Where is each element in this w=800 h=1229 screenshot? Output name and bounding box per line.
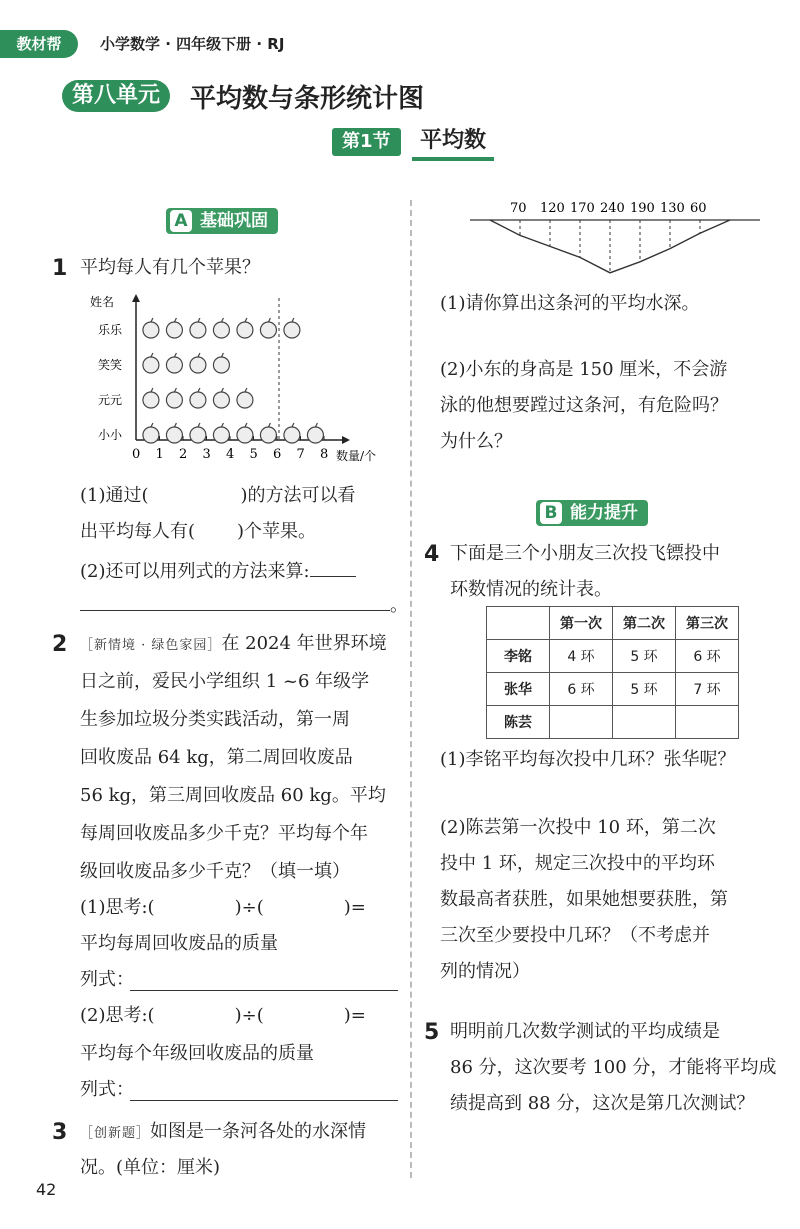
- q2-think1-a: (1)思考:(: [80, 897, 155, 918]
- apple-stem: [174, 423, 176, 427]
- x-tick-label: 1: [155, 447, 164, 462]
- table-header-cell: [487, 607, 550, 640]
- dart-score-table: [486, 606, 739, 739]
- table-row: [487, 640, 739, 673]
- q5-line2: 86 分，这次要考 100 分，才能将平均成: [450, 1057, 777, 1078]
- apple-icon: [284, 427, 300, 443]
- q2-meaning1: 平均每周回收废品的质量: [80, 933, 278, 954]
- q2-think2-eq: )=: [343, 1005, 366, 1026]
- apple-stem: [198, 388, 200, 392]
- apple-stem: [221, 423, 223, 427]
- q1-p1d: )个苹果。: [237, 521, 317, 542]
- river-depth-diagram: [470, 198, 760, 278]
- section-badge: 第1节: [332, 128, 401, 156]
- x-tick-label: 3: [202, 447, 211, 462]
- apple-icon: [166, 427, 182, 443]
- q4-sub2-line1: (2)陈芸第一次投中 10 环，第二次: [440, 817, 716, 838]
- q1-number: 1: [52, 256, 68, 281]
- table-header-cell: 第二次: [613, 607, 676, 640]
- apple-icon: [143, 322, 159, 338]
- level-b-letter: B: [540, 502, 562, 524]
- q1-stem: 平均每人有几个苹果？: [80, 257, 260, 278]
- table-header-cell: 第一次: [550, 607, 613, 640]
- q1-part2: [80, 552, 356, 590]
- table-cell: 6 环: [550, 673, 613, 706]
- q3-tag: ［创新题］: [80, 1126, 151, 1141]
- q2-formula1: [80, 962, 134, 998]
- apple-stem: [174, 388, 176, 392]
- table-cell: 5 环: [613, 640, 676, 673]
- q2-line0: [80, 626, 387, 662]
- q4-sub1: (1)李铭平均每次投中几环？张华呢？: [440, 749, 736, 770]
- apple-icon: [213, 357, 229, 373]
- q4-sub2-line5: 列的情况）: [440, 961, 530, 982]
- apple-stem: [174, 353, 176, 357]
- table-row: [487, 706, 739, 739]
- table-cell: 6 环: [676, 640, 739, 673]
- apple-stem: [221, 353, 223, 357]
- apple-stem: [151, 423, 153, 427]
- apple-stem: [151, 388, 153, 392]
- apple-chart: [88, 290, 398, 465]
- q4-line2: 环数情况的统计表。: [450, 579, 612, 600]
- q5-line1: 明明前几次数学测试的平均成绩是: [450, 1021, 720, 1042]
- q2-formula2-line[interactable]: [130, 1100, 398, 1101]
- apple-icon: [284, 322, 300, 338]
- q4-number: 4: [424, 542, 440, 567]
- q2-tag: ［新情境 · 绿色家园］: [80, 638, 222, 653]
- level-a-letter: A: [170, 210, 192, 232]
- page-number: 42: [36, 1180, 57, 1199]
- apple-icon: [143, 357, 159, 373]
- apple-icon: [213, 392, 229, 408]
- apple-stem: [245, 318, 247, 322]
- x-tick-label: 4: [226, 447, 235, 462]
- q1-p1a: (1)通过(: [80, 485, 149, 506]
- q2-line1: 日之前，爱民小学组织 1 ~6 年级学: [80, 671, 370, 692]
- q2-formula2: [80, 1072, 134, 1108]
- q3-sub1: (1)请你算出这条河的平均水深。: [440, 293, 700, 314]
- q1-p2: (2)还可以用列式的方法来算:: [80, 561, 310, 582]
- q1-part1-line1: [80, 478, 356, 514]
- apple-icon: [190, 427, 206, 443]
- person-name: 笑笑: [98, 358, 123, 372]
- apple-stem: [198, 353, 200, 357]
- apple-stem: [221, 388, 223, 392]
- x-tick-label: 5: [249, 447, 258, 462]
- table-cell-empty[interactable]: [550, 706, 613, 739]
- x-axis-arrow: [342, 436, 350, 444]
- apple-icon: [237, 427, 253, 443]
- apple-icon: [213, 427, 229, 443]
- x-tick-label: 8: [320, 447, 329, 462]
- depth-label: 240: [600, 201, 625, 216]
- person-name: 乐乐: [98, 323, 123, 337]
- column-divider: [410, 200, 412, 1178]
- q3-line2: 况。(单位：厘米): [80, 1157, 221, 1178]
- apple-stem: [174, 318, 176, 322]
- table-row-name: 李铭: [487, 640, 550, 673]
- apple-icon: [190, 357, 206, 373]
- series-title: 小学数学 · 四年级下册 · RJ: [100, 35, 285, 53]
- apple-icon: [237, 322, 253, 338]
- apple-stem: [221, 318, 223, 322]
- apple-stem: [245, 388, 247, 392]
- q1-answer-line[interactable]: [80, 610, 390, 611]
- apple-stem: [198, 318, 200, 322]
- q2-think2-a: (2)思考:(: [80, 1005, 155, 1026]
- q5-number: 5: [424, 1020, 440, 1045]
- q4-sub2-line4: 三次至少要投中几环？（不考虑并: [440, 925, 710, 946]
- q1-end: 。: [390, 595, 408, 616]
- series-tag: 教材帮: [0, 30, 78, 58]
- q2-number: 2: [52, 632, 68, 657]
- q2-line0-text: 在 2024 年世界环境: [221, 633, 387, 654]
- q2-meaning2: 平均每个年级回收废品的质量: [80, 1043, 314, 1064]
- table-row-name: 陈芸: [487, 706, 550, 739]
- q2-think2: [80, 998, 400, 1034]
- unit-badge: 第八单元: [62, 80, 170, 112]
- apple-stem: [198, 423, 200, 427]
- apple-stem: [245, 423, 247, 427]
- y-axis-arrow: [132, 294, 140, 302]
- level-a-label: 基础巩固: [200, 211, 268, 231]
- x-tick-label: 2: [179, 447, 188, 462]
- table-cell: 7 环: [676, 673, 739, 706]
- q3-line1: [80, 1114, 366, 1150]
- q3-line1-text: 如图是一条河各处的水深情: [150, 1121, 367, 1142]
- q2-think2-div: )÷(: [234, 1005, 264, 1026]
- table-cell-empty[interactable]: [676, 706, 739, 739]
- table-row-name: 张华: [487, 673, 550, 706]
- table-cell-empty[interactable]: [613, 706, 676, 739]
- q3-sub2-line3: 为什么？: [440, 431, 512, 452]
- q1-p1c: 出平均每人有(: [80, 521, 196, 542]
- apple-icon: [143, 427, 159, 443]
- x-tick-label: 7: [296, 447, 305, 462]
- q2-line2: 生参加垃圾分类实践活动，第一周: [80, 709, 350, 730]
- depth-label: 70: [510, 201, 527, 216]
- q4-sub2-line3: 数最高者获胜，如果她想要获胜，第: [440, 889, 728, 910]
- table-cell: 4 环: [550, 640, 613, 673]
- section-title: 平均数: [412, 125, 494, 161]
- depth-label: 60: [690, 201, 707, 216]
- apple-stem: [151, 318, 153, 322]
- y-axis-title: 姓名: [90, 295, 115, 309]
- q2-line4: 56 kg，第三周回收废品 60 kg。平均: [80, 785, 386, 806]
- depth-label: 130: [660, 201, 685, 216]
- table-header-cell: 第三次: [676, 607, 739, 640]
- depth-label: 190: [630, 201, 655, 216]
- q4-line1: 下面是三个小朋友三次投飞镖投中: [450, 543, 720, 564]
- q4-sub2-line2: 投中 1 环，规定三次投中的平均环: [440, 853, 715, 874]
- apple-icon: [166, 357, 182, 373]
- person-name: 小小: [98, 428, 123, 442]
- table-row: [487, 673, 739, 706]
- apple-stem: [292, 318, 294, 322]
- apple-stem: [315, 423, 317, 427]
- q5-line3: 绩提高到 88 分，这次是第几次测试？: [450, 1093, 755, 1114]
- level-a-badge: [166, 208, 278, 234]
- q2-formula1-line[interactable]: [130, 990, 398, 991]
- q1-p1b: )的方法可以看: [240, 485, 356, 506]
- unit-title: 平均数与条形统计图: [190, 84, 425, 114]
- table-cell: 5 环: [613, 673, 676, 706]
- apple-icon: [237, 392, 253, 408]
- q1-part1-line2: [80, 514, 316, 550]
- apple-stem: [151, 353, 153, 357]
- q2-formula2-label: 列式：: [80, 1079, 134, 1100]
- q2-line6: 级回收废品多少千克？（填一填）: [80, 861, 350, 882]
- depth-label: 170: [570, 201, 595, 216]
- q2-line5: 每周回收废品多少千克？平均每个年: [80, 823, 368, 844]
- apple-icon: [190, 392, 206, 408]
- apple-stem: [268, 318, 270, 322]
- apple-icon: [166, 392, 182, 408]
- q2-formula1-label: 列式：: [80, 969, 134, 990]
- apple-icon: [166, 322, 182, 338]
- apple-icon: [260, 322, 276, 338]
- table-header-row: [487, 607, 739, 640]
- q2-line3: 回收废品 64 kg，第二周回收废品: [80, 747, 353, 768]
- q3-sub2-line2: 泳的他想要蹚过这条河，有危险吗？: [440, 395, 728, 416]
- q3-sub2-line1: (2)小东的身高是 150 厘米，不会游: [440, 359, 728, 380]
- q1-answer-blank[interactable]: [310, 552, 356, 577]
- x-axis-title: 数量/个: [336, 449, 377, 463]
- apple-icon: [143, 392, 159, 408]
- q2-think1: [80, 890, 400, 926]
- x-tick-label: 0: [132, 447, 141, 462]
- apple-icon: [260, 427, 276, 443]
- level-b-label: 能力提升: [570, 503, 638, 523]
- apple-icon: [190, 322, 206, 338]
- apple-icon: [213, 322, 229, 338]
- q2-think1-div: )÷(: [234, 897, 264, 918]
- x-tick-label: 6: [273, 447, 282, 462]
- q3-number: 3: [52, 1120, 68, 1145]
- q2-think1-eq: )=: [343, 897, 366, 918]
- person-name: 元元: [98, 393, 123, 407]
- apple-stem: [268, 423, 270, 427]
- apple-stem: [292, 423, 294, 427]
- level-b-badge: [536, 500, 648, 526]
- apple-icon: [307, 427, 323, 443]
- depth-label: 120: [540, 201, 565, 216]
